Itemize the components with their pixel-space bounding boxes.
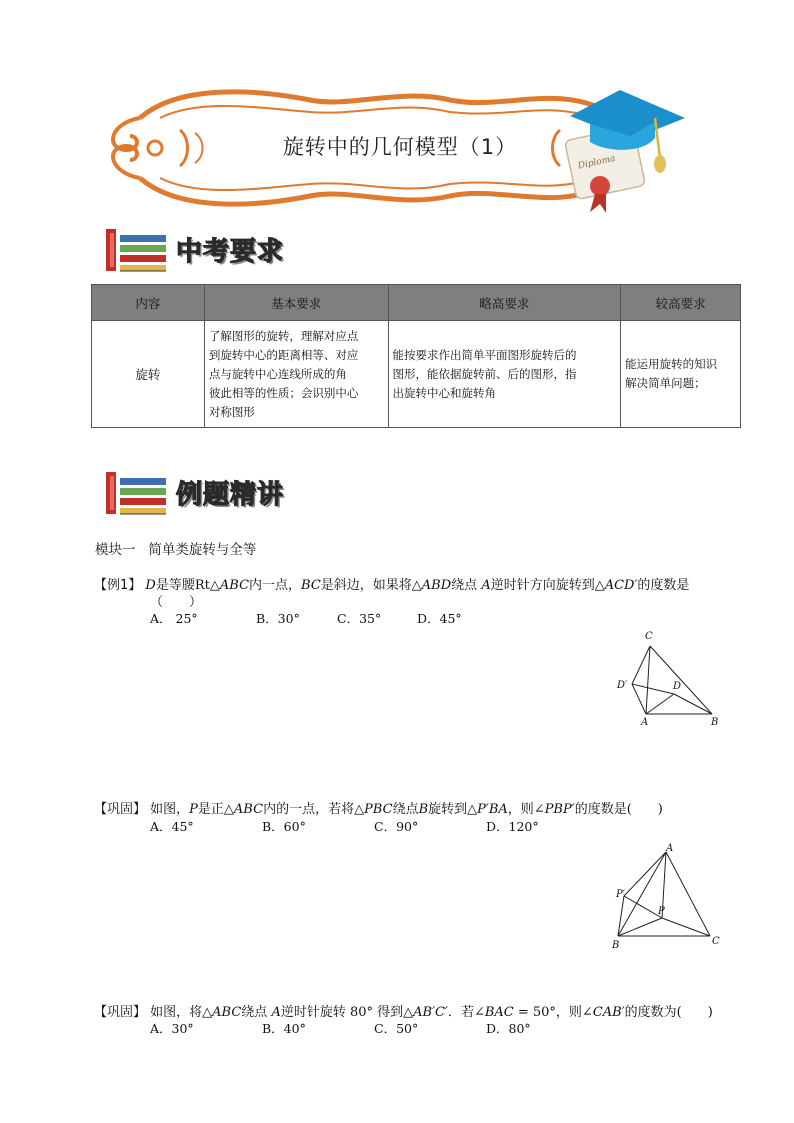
math-variable: ABC [212, 1005, 242, 1020]
option-b: B．60° [262, 819, 306, 834]
option-d: D．80° [486, 1021, 531, 1036]
stem-text: Rt△ [194, 578, 220, 593]
label-A: A [666, 843, 674, 854]
table-cell-content: 旋转 [92, 321, 205, 428]
option-a: A． 25° [150, 611, 198, 626]
books-icon [100, 225, 172, 275]
cell-line: 点与旋转中心连线所成的角 [208, 366, 347, 381]
diploma-label: Diploma [577, 153, 617, 172]
section-title: 例题精讲 [176, 480, 285, 510]
option-d: D．120° [486, 819, 539, 834]
math-variable: P [189, 802, 198, 817]
option-c: C．50° [374, 1021, 419, 1036]
section-header-requirements [100, 225, 360, 275]
math-variable: B [418, 802, 429, 817]
option-c: C．90° [374, 819, 419, 834]
label-D: D [673, 681, 682, 692]
table-header: 内容 [92, 285, 205, 321]
stem-text: ．若∠ [447, 1005, 485, 1020]
math-variable: ABC [219, 578, 250, 593]
label-B: B [612, 940, 620, 951]
stem-text: 内一点， [249, 578, 302, 593]
cell-line: 对称图形 [208, 404, 255, 419]
stem-text: ，则∠ [507, 802, 545, 817]
table-row [92, 321, 741, 428]
math-variable: PBP′ [544, 802, 575, 817]
problem-tag: 【巩固】 [94, 1005, 147, 1020]
cell-line: 到旋转中心的距离相等、对应 [208, 347, 359, 362]
option-a: A．45° [150, 819, 194, 834]
label-P-prime: P′ [616, 889, 625, 900]
problem-stem [150, 802, 663, 817]
stem-text: 是等腰 [155, 578, 195, 593]
option-c: C．35° [337, 611, 382, 626]
problem-3 [94, 1001, 713, 1020]
label-C: C [645, 631, 653, 642]
table-header: 基本要求 [204, 285, 388, 321]
section-header-examples [100, 468, 360, 518]
problem-stem [150, 1005, 713, 1020]
label-B: B [711, 717, 719, 728]
module-label: 模块一 [95, 542, 136, 558]
math-variable: BC [301, 578, 321, 593]
page-title: 旋转中的几何模型（1） [282, 135, 518, 159]
stem-text: = 50°，则∠ [513, 1005, 593, 1020]
cell-line: 彼此相等的性质；会识别中心 [208, 385, 359, 400]
label-C: C [712, 936, 720, 947]
section-title: 中考要求 [176, 237, 285, 267]
label-A: A [641, 717, 649, 728]
stem-text: 逆时针方向旋转到△ [490, 578, 605, 593]
math-variable: CAB′ [592, 1005, 625, 1020]
figure-rotation-triangle [612, 626, 727, 731]
math-variable: BAC [484, 1005, 514, 1020]
table-header: 较高要求 [621, 285, 741, 321]
stem-text: 如图， [150, 802, 190, 817]
math-variable: P′BA [477, 802, 508, 817]
table-cell-higher [621, 321, 741, 428]
cell-line: 了解图形的旋转，理解对应点 [208, 328, 359, 343]
cell-line: 解决简单问题； [625, 376, 706, 390]
math-variable: AB′C′ [413, 1005, 448, 1020]
stem-text: 的度数是( ) [574, 802, 663, 817]
problem-2 [94, 798, 663, 817]
table-cell-basic [204, 321, 388, 428]
stem-text: 绕点 [241, 1005, 272, 1020]
stem-text: 是正△ [197, 802, 234, 817]
books-icon [100, 468, 172, 518]
math-variable: ABD [421, 578, 452, 593]
option-b: B．40° [262, 1021, 306, 1036]
stem-text: 如图，将△ [150, 1005, 213, 1020]
stem-text: 的度数是 [637, 578, 690, 593]
math-variable: ACD′ [604, 578, 638, 593]
stem-text: 绕点 [451, 578, 482, 593]
label-D-prime: D′ [617, 680, 628, 691]
option-b: B．30° [256, 611, 300, 626]
stem-text: 旋转到△ [428, 802, 478, 817]
problem-tag: 【例1】 [94, 578, 142, 593]
cell-line: 出旋转中心和旋转角 [392, 385, 497, 400]
cell-line: 图形，能依据旋转前、后的图形，指 [392, 366, 577, 381]
option-a: A．30° [150, 1021, 194, 1036]
stem-text: 的度数为( ) [624, 1005, 713, 1020]
stem-text: 内的一点，若将△ [263, 802, 365, 817]
table-header: 略高要求 [388, 285, 621, 321]
math-variable: D [145, 578, 156, 593]
cell-line: 能按要求作出简单平面图形旋转后的 [392, 347, 577, 362]
module-name: 简单类旋转与全等 [148, 542, 257, 558]
math-variable: ABC [233, 802, 264, 817]
option-d: D．45° [417, 611, 462, 626]
problem-stem [145, 578, 689, 593]
stem-text: 是斜边，如果将△ [320, 578, 422, 593]
stem-text: 逆时针旋转 80° 得到△ [280, 1005, 414, 1020]
figure-equilateral-triangle [606, 840, 731, 952]
label-P: P [658, 906, 665, 917]
stem-text: 绕点 [392, 802, 419, 817]
math-variable: A [271, 1005, 281, 1020]
table-cell-slightly-higher [388, 321, 621, 428]
math-variable: A [481, 578, 491, 593]
table-header-row [92, 285, 741, 321]
problem-tag: 【巩固】 [94, 802, 147, 817]
answer-blank: （ ） [150, 595, 203, 610]
math-variable: PBC [364, 802, 393, 817]
cell-line: 能运用旋转的知识 [625, 357, 718, 371]
requirements-table [91, 284, 741, 428]
module-heading [95, 538, 256, 558]
